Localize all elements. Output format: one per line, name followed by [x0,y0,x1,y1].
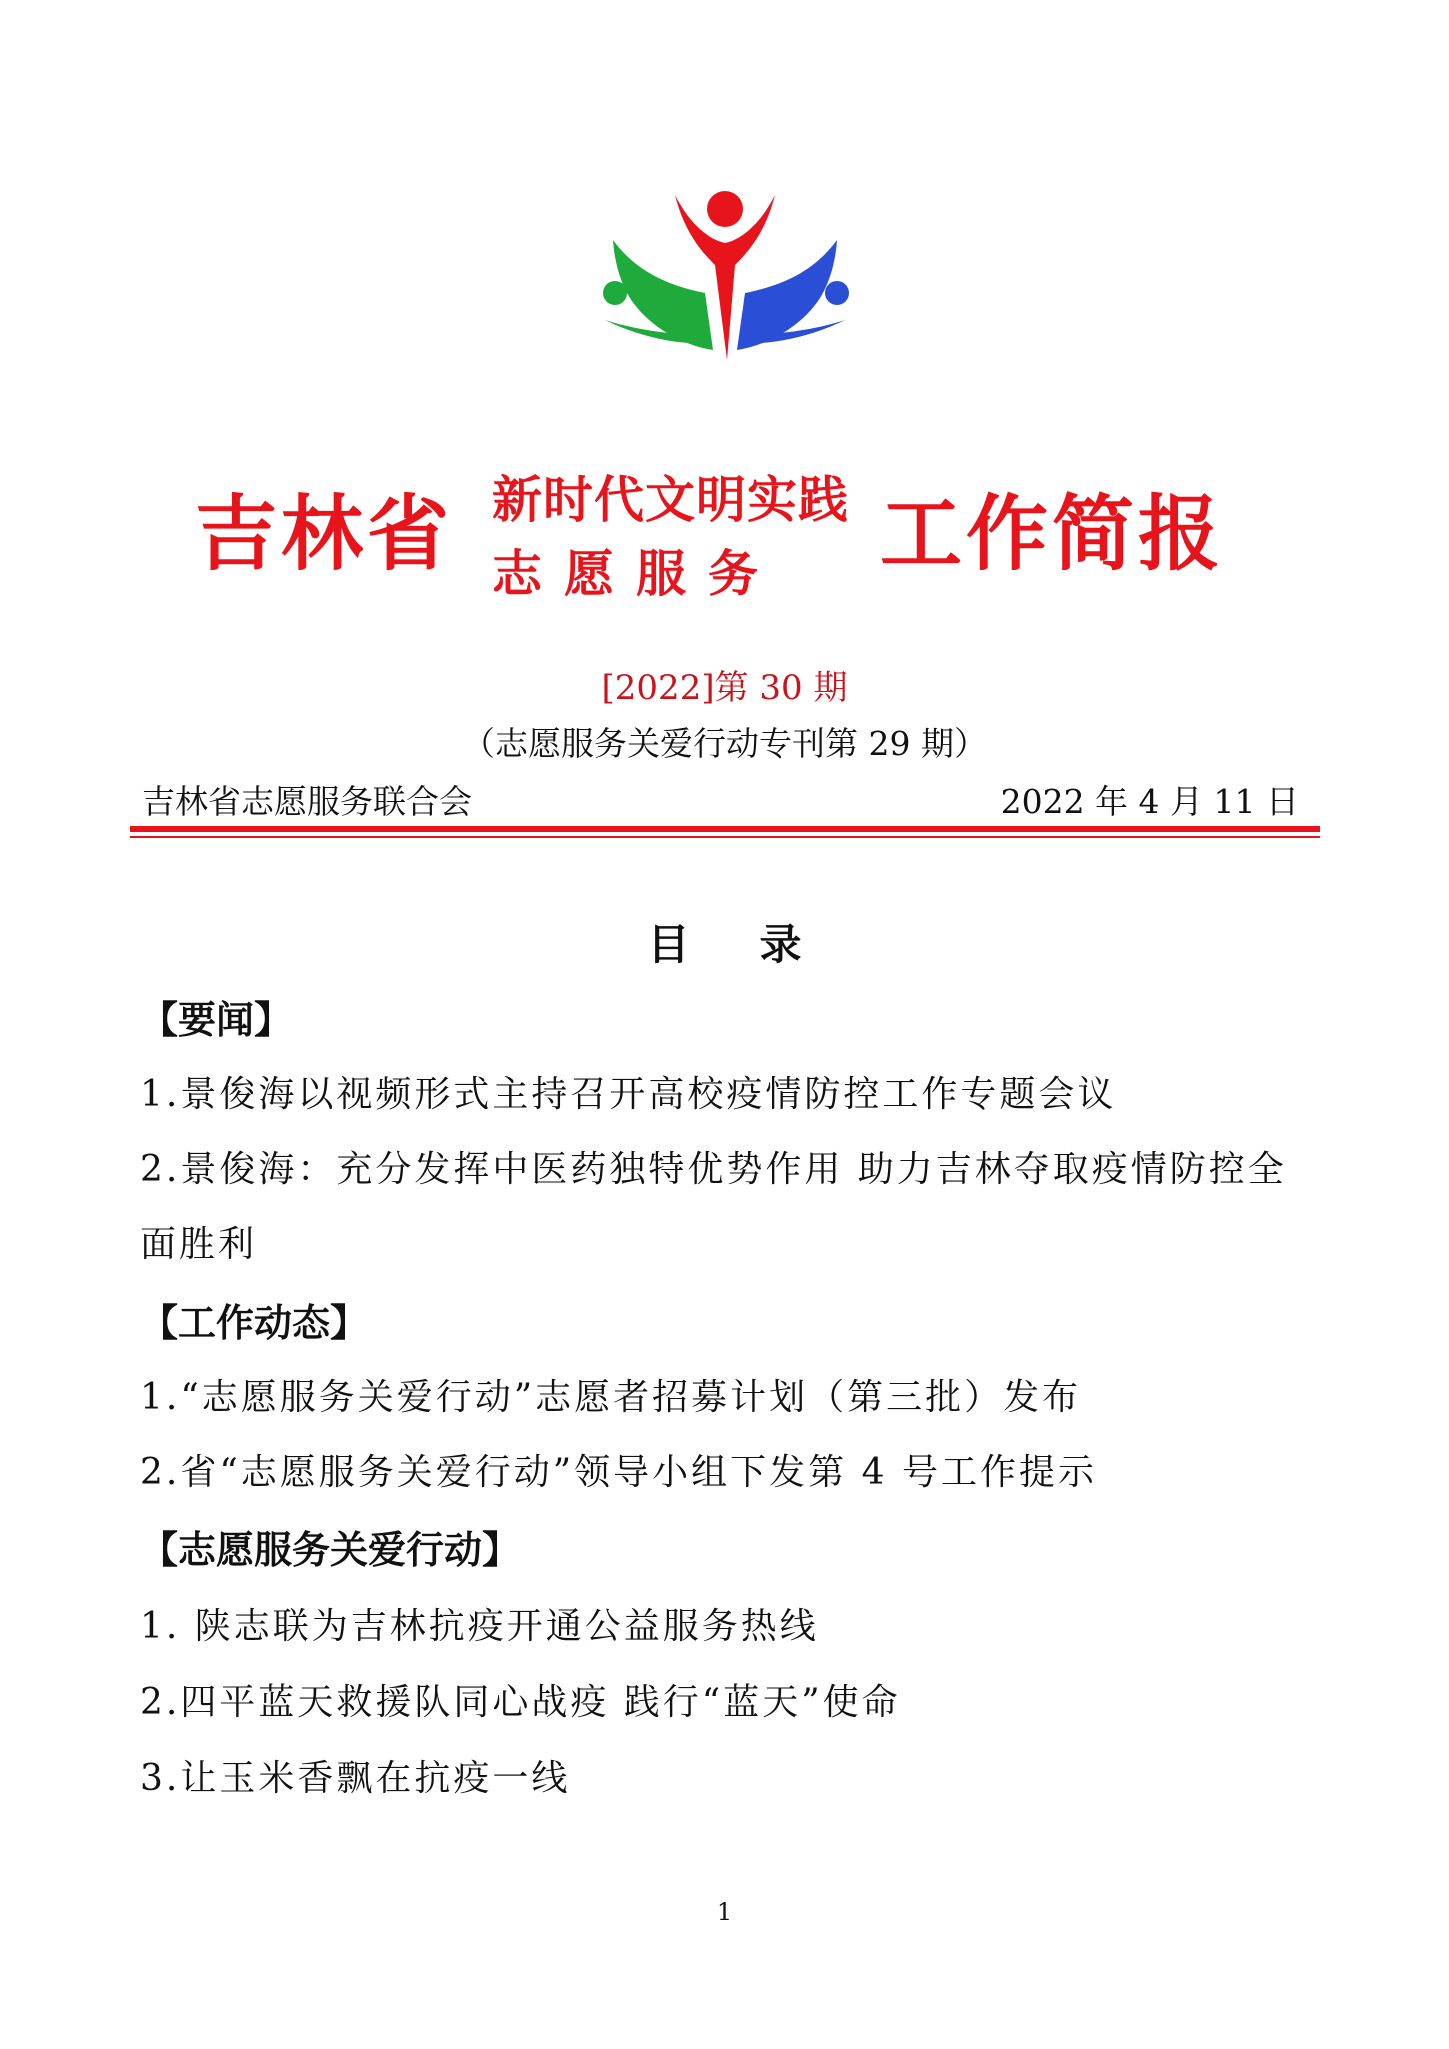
header-divider-thick [130,826,1320,832]
toc-item: 2.省“志愿服务关爱行动”领导小组下发第 4 号工作提示 [140,1452,1097,1493]
toc-section-heading: 【志愿服务关爱行动】 [140,1528,521,1572]
toc-item: 2.景俊海：充分发挥中医药独特优势作用 助力吉林夺取疫情防控全 [140,1149,1287,1190]
masthead-title-left: 吉林省 [195,487,454,582]
publish-date: 2022 年 4 月 11 日 [1000,782,1299,821]
toc-item: 1.景俊海以视频形式主持召开高校疫情防控工作专题会议 [140,1074,1117,1115]
volunteer-logo [595,185,855,365]
toc-title: 目录 [647,920,872,969]
toc-item: 2.四平蓝天救援队同心战疫 践行“蓝天”使命 [140,1682,901,1723]
issue-number: [2022]第 30 期 [601,668,848,708]
toc-item: 1.“志愿服务关爱行动”志愿者招募计划（第三批）发布 [140,1377,1082,1418]
page-number: 1 [716,1898,733,1926]
masthead-title-right: 工作简报 [880,487,1225,582]
toc-section-heading: 【工作动态】 [140,1301,369,1345]
volunteer-figures-icon [603,191,849,360]
toc-item: 3.让玉米香飘在抗疫一线 [140,1758,571,1799]
header-divider-thin [130,836,1320,838]
publisher-organization: 吉林省志愿服务联合会 [142,782,472,821]
toc-section-heading: 【要闻】 [140,998,293,1042]
special-issue-note: （志愿服务关爱行动专刊第 29 期） [462,724,987,763]
masthead-subtitle-line2: 志愿服务 [492,545,780,603]
masthead-subtitle-line1: 新时代文明实践 [492,471,849,529]
toc-item: 1. 陕志联为吉林抗疫开通公益服务热线 [140,1606,819,1647]
toc-item: 面胜利 [140,1224,258,1265]
